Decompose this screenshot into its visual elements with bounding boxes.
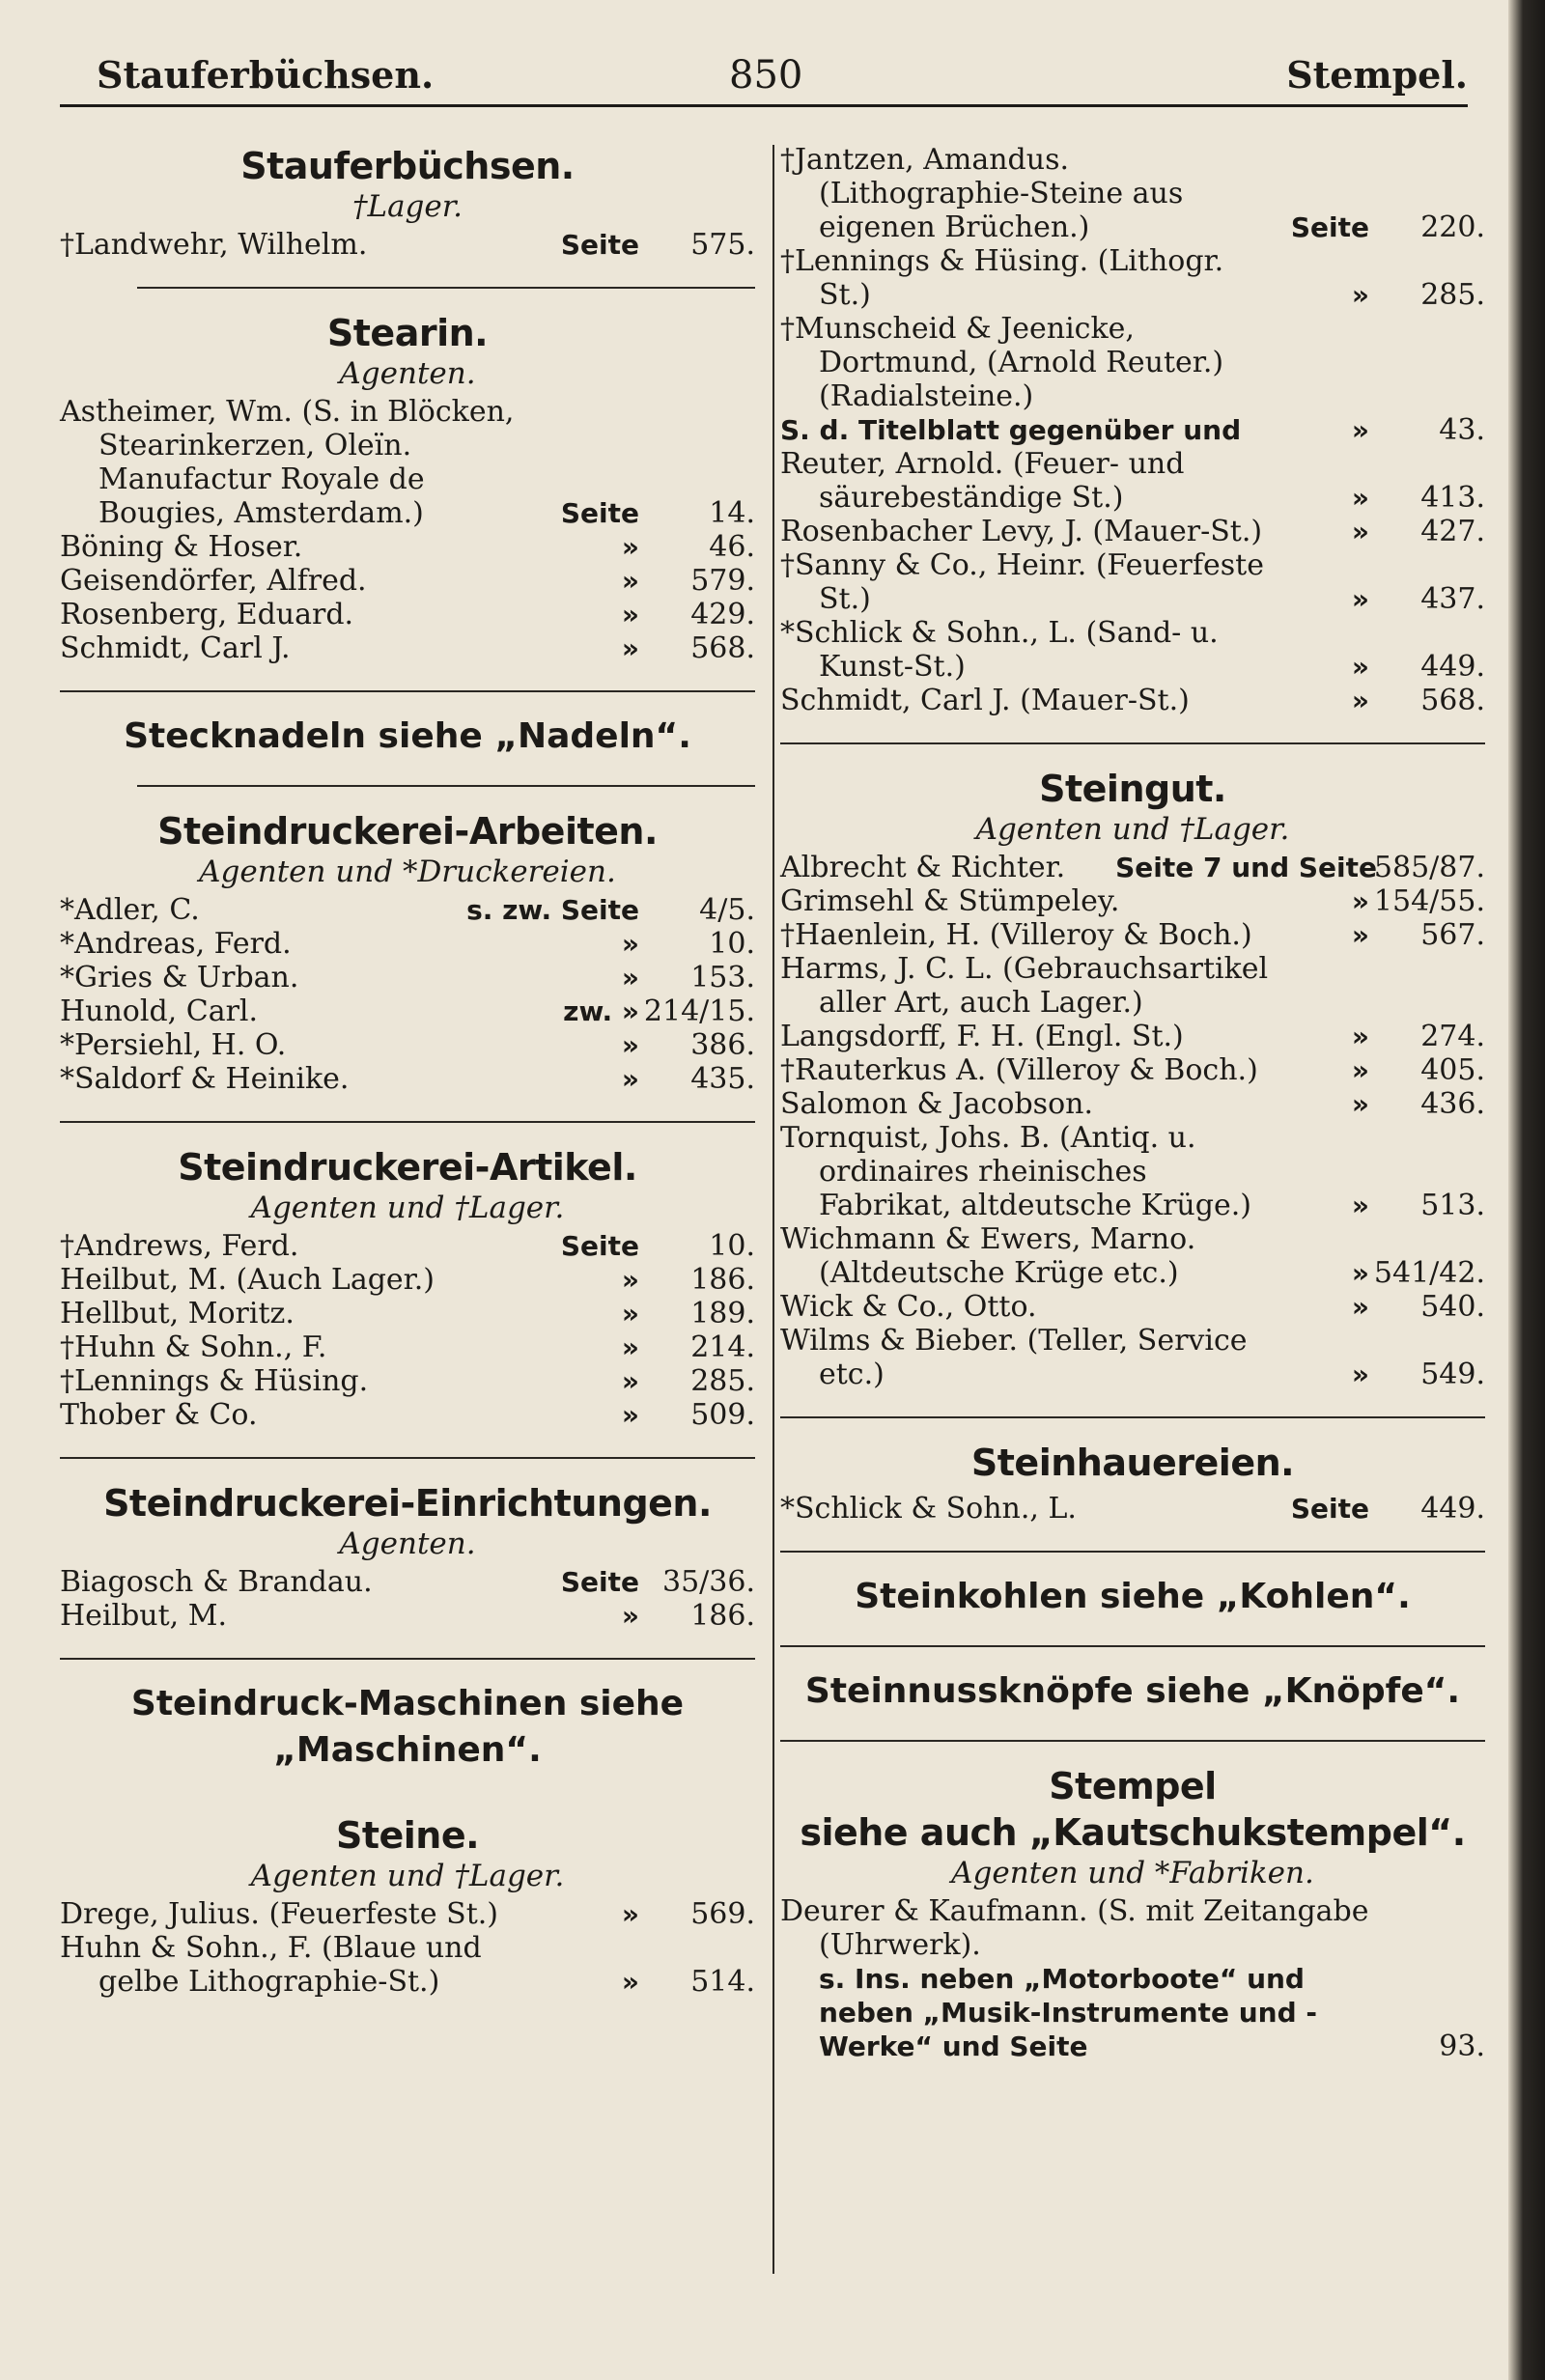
entry-label: » [1351, 1088, 1369, 1120]
directory-entry [780, 1222, 1485, 1290]
cross-reference-target: „Maschinen“. [273, 1730, 542, 1770]
entry-page: 575. [690, 228, 755, 262]
directory-entry [780, 244, 1485, 312]
section-rule [780, 1740, 1485, 1742]
entry-page: 509. [690, 1398, 755, 1432]
entry-label: zw. » [563, 995, 639, 1027]
entry-label: » [1351, 1021, 1369, 1052]
entry-page: 285. [1420, 278, 1485, 312]
entry-label: » [621, 1898, 639, 1930]
directory-entry [60, 598, 755, 631]
directory-entry [60, 1229, 755, 1263]
entry-label: » [621, 1264, 639, 1296]
entry-name: †Andrews, Ferd. [60, 1229, 299, 1263]
cross-reference: Steinkohlen siehe „Kohlen“. [855, 1577, 1411, 1616]
section-title: Stempel [1049, 1765, 1217, 1807]
directory-entry [780, 1053, 1485, 1087]
entry-label: Seite [560, 497, 639, 529]
entry-label: » [621, 1298, 639, 1330]
directory-entry [780, 1020, 1485, 1053]
directory-entry [780, 918, 1485, 952]
entry-list [60, 1229, 755, 1432]
section-title-continued: siehe auch „Kautschukstempel“. [800, 1811, 1466, 1854]
section-rule [780, 742, 1485, 744]
cross-reference: Stecknadeln siehe „Nadeln“. [124, 716, 691, 756]
entry-label: » [1351, 414, 1369, 446]
entry-page: 10. [709, 1229, 755, 1263]
entry-page: 585/87. [1373, 851, 1485, 884]
entry-page: 153. [690, 961, 755, 994]
entry-name: Tornquist, Johs. B. (Antiq. u. ordinaires rheinisches Fabrikat, altdeutsche Krüge.) [780, 1121, 1251, 1222]
entry-name: †Rauterkus A. (Villeroy & Boch.) [780, 1053, 1258, 1087]
entry-name: S. d. Titelblatt gegenüber und [780, 414, 1242, 446]
entry-name: Rosenberg, Eduard. [60, 598, 354, 631]
directory-entry [780, 515, 1485, 548]
entry-page: 437. [1420, 582, 1485, 616]
entry-list [780, 851, 1485, 1391]
entry-name: Albrecht & Richter. [780, 851, 1066, 884]
section-title: Stauferbüchsen. [240, 145, 575, 187]
directory-entry [60, 1062, 755, 1096]
entry-label: » [1351, 685, 1369, 716]
directory-entry [780, 884, 1485, 918]
directory-entry [60, 1599, 755, 1633]
entry-name: Schmidt, Carl J. [60, 631, 291, 665]
directory-entry [780, 1894, 1485, 1962]
directory-entry [780, 447, 1485, 515]
entry-name: †Lennings & Hüsing. (Lithogr. St.) [780, 244, 1224, 312]
directory-entry [60, 927, 755, 961]
directory-entry [780, 143, 1485, 244]
right-column [780, 143, 1485, 2063]
entry-page: 579. [690, 564, 755, 598]
section-rule [780, 1645, 1485, 1647]
entry-name: Drege, Julius. (Feuerfeste St.) [60, 1897, 498, 1931]
entry-page: 274. [1420, 1020, 1485, 1053]
entry-label: » [621, 928, 639, 960]
entry-label: » [621, 565, 639, 597]
entry-label: » [1351, 919, 1369, 951]
section-rule [60, 1658, 755, 1660]
directory-entry [780, 548, 1485, 616]
section-subtitle: Agenten. [339, 356, 476, 391]
entry-page: 10. [709, 927, 755, 961]
entry-page: 93. [1439, 2030, 1485, 2063]
entry-name: *Schlick & Sohn., L. (Sand- u. Kunst-St.) [780, 616, 1219, 684]
entry-label: Seite 7 und Seite [1115, 852, 1377, 883]
entry-label: » [621, 1365, 639, 1397]
entry-page: 549. [1420, 1358, 1485, 1391]
entry-name: Salomon & Jacobson. [780, 1087, 1093, 1121]
entry-page: 568. [1420, 684, 1485, 717]
directory-entry [780, 952, 1485, 1020]
directory-entry [60, 228, 755, 262]
directory-entry [60, 395, 755, 530]
column-divider [772, 145, 774, 2274]
directory-entry [60, 1330, 755, 1364]
entry-label: » [1351, 1054, 1369, 1086]
directory-entry [60, 1565, 755, 1599]
running-head-left: Stauferbüchsen. [97, 53, 435, 97]
section-subtitle: Agenten und †Lager. [975, 812, 1290, 847]
section-rule [60, 1121, 755, 1123]
entry-page: 154/55. [1373, 884, 1485, 918]
entry-page: 214. [690, 1330, 755, 1364]
entry-name: Schmidt, Carl J. (Mauer-St.) [780, 684, 1190, 717]
entry-page: 567. [1420, 918, 1485, 952]
entry-name: *Adler, C. [60, 893, 200, 927]
entry-list [780, 143, 1485, 717]
left-column [60, 143, 755, 1999]
section-subtitle: Agenten und *Fabriken. [951, 1856, 1314, 1890]
entry-page: 189. [690, 1297, 755, 1330]
entry-page: 186. [690, 1263, 755, 1297]
page-edge [1508, 0, 1545, 2380]
directory-entry [780, 312, 1485, 413]
entry-label: » [1351, 1358, 1369, 1390]
entry-name: Langsdorff, F. H. (Engl. St.) [780, 1020, 1184, 1053]
entry-label: » [621, 1029, 639, 1061]
section-title: Steinhauereien. [970, 1442, 1295, 1484]
directory-entry-reference [780, 1962, 1485, 2063]
cross-reference: Steindruck-Maschinen siehe [130, 1684, 685, 1723]
entry-name: †Lennings & Hüsing. [60, 1364, 369, 1398]
entry-label: » [1351, 651, 1369, 683]
entry-page: 214/15. [643, 994, 755, 1028]
section-rule [60, 1457, 755, 1459]
entry-name: †Huhn & Sohn., F. [60, 1330, 327, 1364]
entry-name: †Sanny & Co., Heinr. (Feuerfeste St.) [780, 548, 1264, 616]
entry-name: †Jantzen, Amandus. (Lithographie-Steine aus eigenen Brüchen.) [780, 143, 1184, 244]
directory-entry [60, 1028, 755, 1062]
entry-name: †Landwehr, Wilhelm. [60, 228, 368, 262]
directory-entry [60, 1897, 755, 1931]
directory-entry [60, 1263, 755, 1297]
entry-name: Harms, J. C. L. (Gebrauchsartikel aller Art, auch Lager.) [780, 952, 1269, 1020]
entry-name: Huhn & Sohn., F. (Blaue und gelbe Lithographie-St.) [60, 1931, 482, 1999]
entry-name: Biagosch & Brandau. [60, 1565, 373, 1599]
entry-name: Hellbut, Moritz. [60, 1297, 295, 1330]
section-title: Stearin. [326, 312, 489, 354]
cross-reference: Steinnussknöpfe siehe „Knöpfe“. [804, 1671, 1461, 1711]
entry-name: Wilms & Bieber. (Teller, Service etc.) [780, 1324, 1248, 1391]
entry-page: 43. [1439, 413, 1485, 447]
entry-label: Seite [1290, 1493, 1369, 1525]
entry-name: †Munscheid & Jeenicke, Dortmund, (Arnold Reuter.) (Radialsteine.) [780, 312, 1224, 413]
entry-page: 427. [1420, 515, 1485, 548]
directory-entry [780, 1290, 1485, 1324]
entry-name: *Schlick & Sohn., L. [780, 1492, 1077, 1526]
directory-entry [60, 631, 755, 665]
directory-entry [60, 1364, 755, 1398]
entry-list [60, 893, 755, 1096]
directory-entry-reference [780, 413, 1485, 447]
entry-label: » [621, 632, 639, 664]
entry-page: 513. [1420, 1189, 1485, 1222]
entry-page: 429. [690, 598, 755, 631]
section-subtitle: Agenten und †Lager. [250, 1859, 565, 1893]
entry-name: Geisendörfer, Alfred. [60, 564, 367, 598]
section-title: Steindruckerei-Artikel. [178, 1146, 637, 1189]
entry-page: 186. [690, 1599, 755, 1633]
directory-entry [780, 1324, 1485, 1391]
section-subtitle: Agenten und †Lager. [250, 1190, 565, 1225]
entry-label: Seite [560, 1230, 639, 1262]
entry-page: 449. [1420, 1492, 1485, 1526]
entry-name: Böning & Hoser. [60, 530, 303, 564]
section-rule [60, 690, 755, 692]
entry-page: 449. [1420, 650, 1485, 684]
directory-entry [60, 961, 755, 994]
entry-list [60, 1897, 755, 1999]
entry-name: Hunold, Carl. [60, 994, 259, 1028]
entry-label: » [621, 531, 639, 563]
entry-label: » [621, 1331, 639, 1363]
entry-label: » [621, 1399, 639, 1431]
entry-label: » [1351, 885, 1369, 917]
entry-name: Thober & Co. [60, 1398, 258, 1432]
directory-entry [780, 684, 1485, 717]
entry-page: 4/5. [699, 893, 755, 927]
entry-label: » [1351, 1257, 1369, 1289]
entry-label: » [1351, 279, 1369, 311]
section-title: Steindruckerei-Arbeiten. [157, 810, 658, 853]
entry-page: 413. [1420, 481, 1485, 515]
section-subtitle: Agenten und *Druckereien. [199, 854, 616, 889]
entry-name: Astheimer, Wm. (S. in Blöcken, Stearinkerzen, Oleïn. Manufactur Royale de Bougies, Amsterdam.) [60, 395, 515, 530]
entry-page: 386. [690, 1028, 755, 1062]
entry-label: » [621, 599, 639, 630]
directory-entry [60, 1297, 755, 1330]
running-head-right: Stempel. [1286, 53, 1468, 97]
section-title: Steindruckerei-Einrichtungen. [103, 1482, 712, 1525]
entry-label: » [1351, 516, 1369, 547]
entry-label: » [621, 962, 639, 994]
running-head [97, 53, 1468, 101]
section-title: Steingut. [1039, 768, 1226, 810]
entry-page: 514. [690, 1965, 755, 1999]
entry-label: » [1351, 482, 1369, 514]
section-rule [137, 287, 755, 289]
section-rule [780, 1416, 1485, 1418]
directory-entry [60, 564, 755, 598]
entry-page: 14. [709, 496, 755, 530]
directory-entry [780, 1492, 1485, 1526]
directory-entry [60, 1398, 755, 1432]
entry-name: Grimsehl & Stümpeley. [780, 884, 1120, 918]
entry-name: Reuter, Arnold. (Feuer- und säurebeständige St.) [780, 447, 1185, 515]
directory-entry [780, 1087, 1485, 1121]
entry-label: » [621, 1600, 639, 1632]
entry-page: 405. [1420, 1053, 1485, 1087]
section-rule [137, 785, 755, 787]
entry-name: Wick & Co., Otto. [780, 1290, 1037, 1324]
entry-name: *Andreas, Ferd. [60, 927, 292, 961]
entry-name: *Persiehl, H. O. [60, 1028, 287, 1062]
entry-label: Seite [560, 1566, 639, 1598]
entry-page: 435. [690, 1062, 755, 1096]
entry-name: *Gries & Urban. [60, 961, 299, 994]
entry-list [60, 395, 755, 665]
entry-name: *Saldorf & Heinike. [60, 1062, 350, 1096]
entry-page: 35/36. [662, 1565, 755, 1599]
page-number: 850 [729, 53, 803, 98]
entry-page: 436. [1420, 1087, 1485, 1121]
entry-name: †Haenlein, H. (Villeroy & Boch.) [780, 918, 1252, 952]
entry-note: s. Ins. neben „Motorboote“ und neben „Musik-Instrumente und -Werke“ und Seite [819, 1963, 1317, 2062]
entry-name: Wichmann & Ewers, Marno. (Altdeutsche Krüge etc.) [780, 1222, 1196, 1290]
entry-label: » [1351, 1291, 1369, 1323]
directory-entry [60, 1931, 755, 1999]
entry-label: Seite [1290, 211, 1369, 243]
entry-page: 568. [690, 631, 755, 665]
entry-page: 541/42. [1373, 1256, 1485, 1290]
header-rule [60, 104, 1468, 107]
entry-page: 46. [709, 530, 755, 564]
entry-page: 540. [1420, 1290, 1485, 1324]
entry-label: » [621, 1966, 639, 1998]
entry-page: 285. [690, 1364, 755, 1398]
entry-label: » [1351, 1190, 1369, 1221]
section-rule [780, 1551, 1485, 1553]
entry-page: 220. [1420, 210, 1485, 244]
section-title: Steine. [335, 1814, 480, 1857]
directory-entry [780, 1121, 1485, 1222]
section-subtitle: Agenten. [339, 1526, 476, 1561]
entry-page: 569. [690, 1897, 755, 1931]
section-subtitle: †Lager. [351, 189, 464, 224]
directory-entry [60, 530, 755, 564]
directory-entry [60, 893, 755, 927]
entry-list [60, 1565, 755, 1633]
directory-entry [60, 994, 755, 1028]
entry-name: Deurer & Kaufmann. (S. mit Zeitangabe (Uhrwerk). [780, 1894, 1369, 1962]
entry-name: Rosenbacher Levy, J. (Mauer-St.) [780, 515, 1263, 548]
entry-label: Seite [560, 229, 639, 261]
directory-entry [780, 851, 1485, 884]
directory-entry [780, 616, 1485, 684]
entry-label: » [1351, 583, 1369, 615]
entry-name: Heilbut, M. [60, 1599, 228, 1633]
entry-label: s. zw. Seite [466, 894, 639, 926]
entry-name: Heilbut, M. (Auch Lager.) [60, 1263, 435, 1297]
entry-label: » [621, 1063, 639, 1095]
